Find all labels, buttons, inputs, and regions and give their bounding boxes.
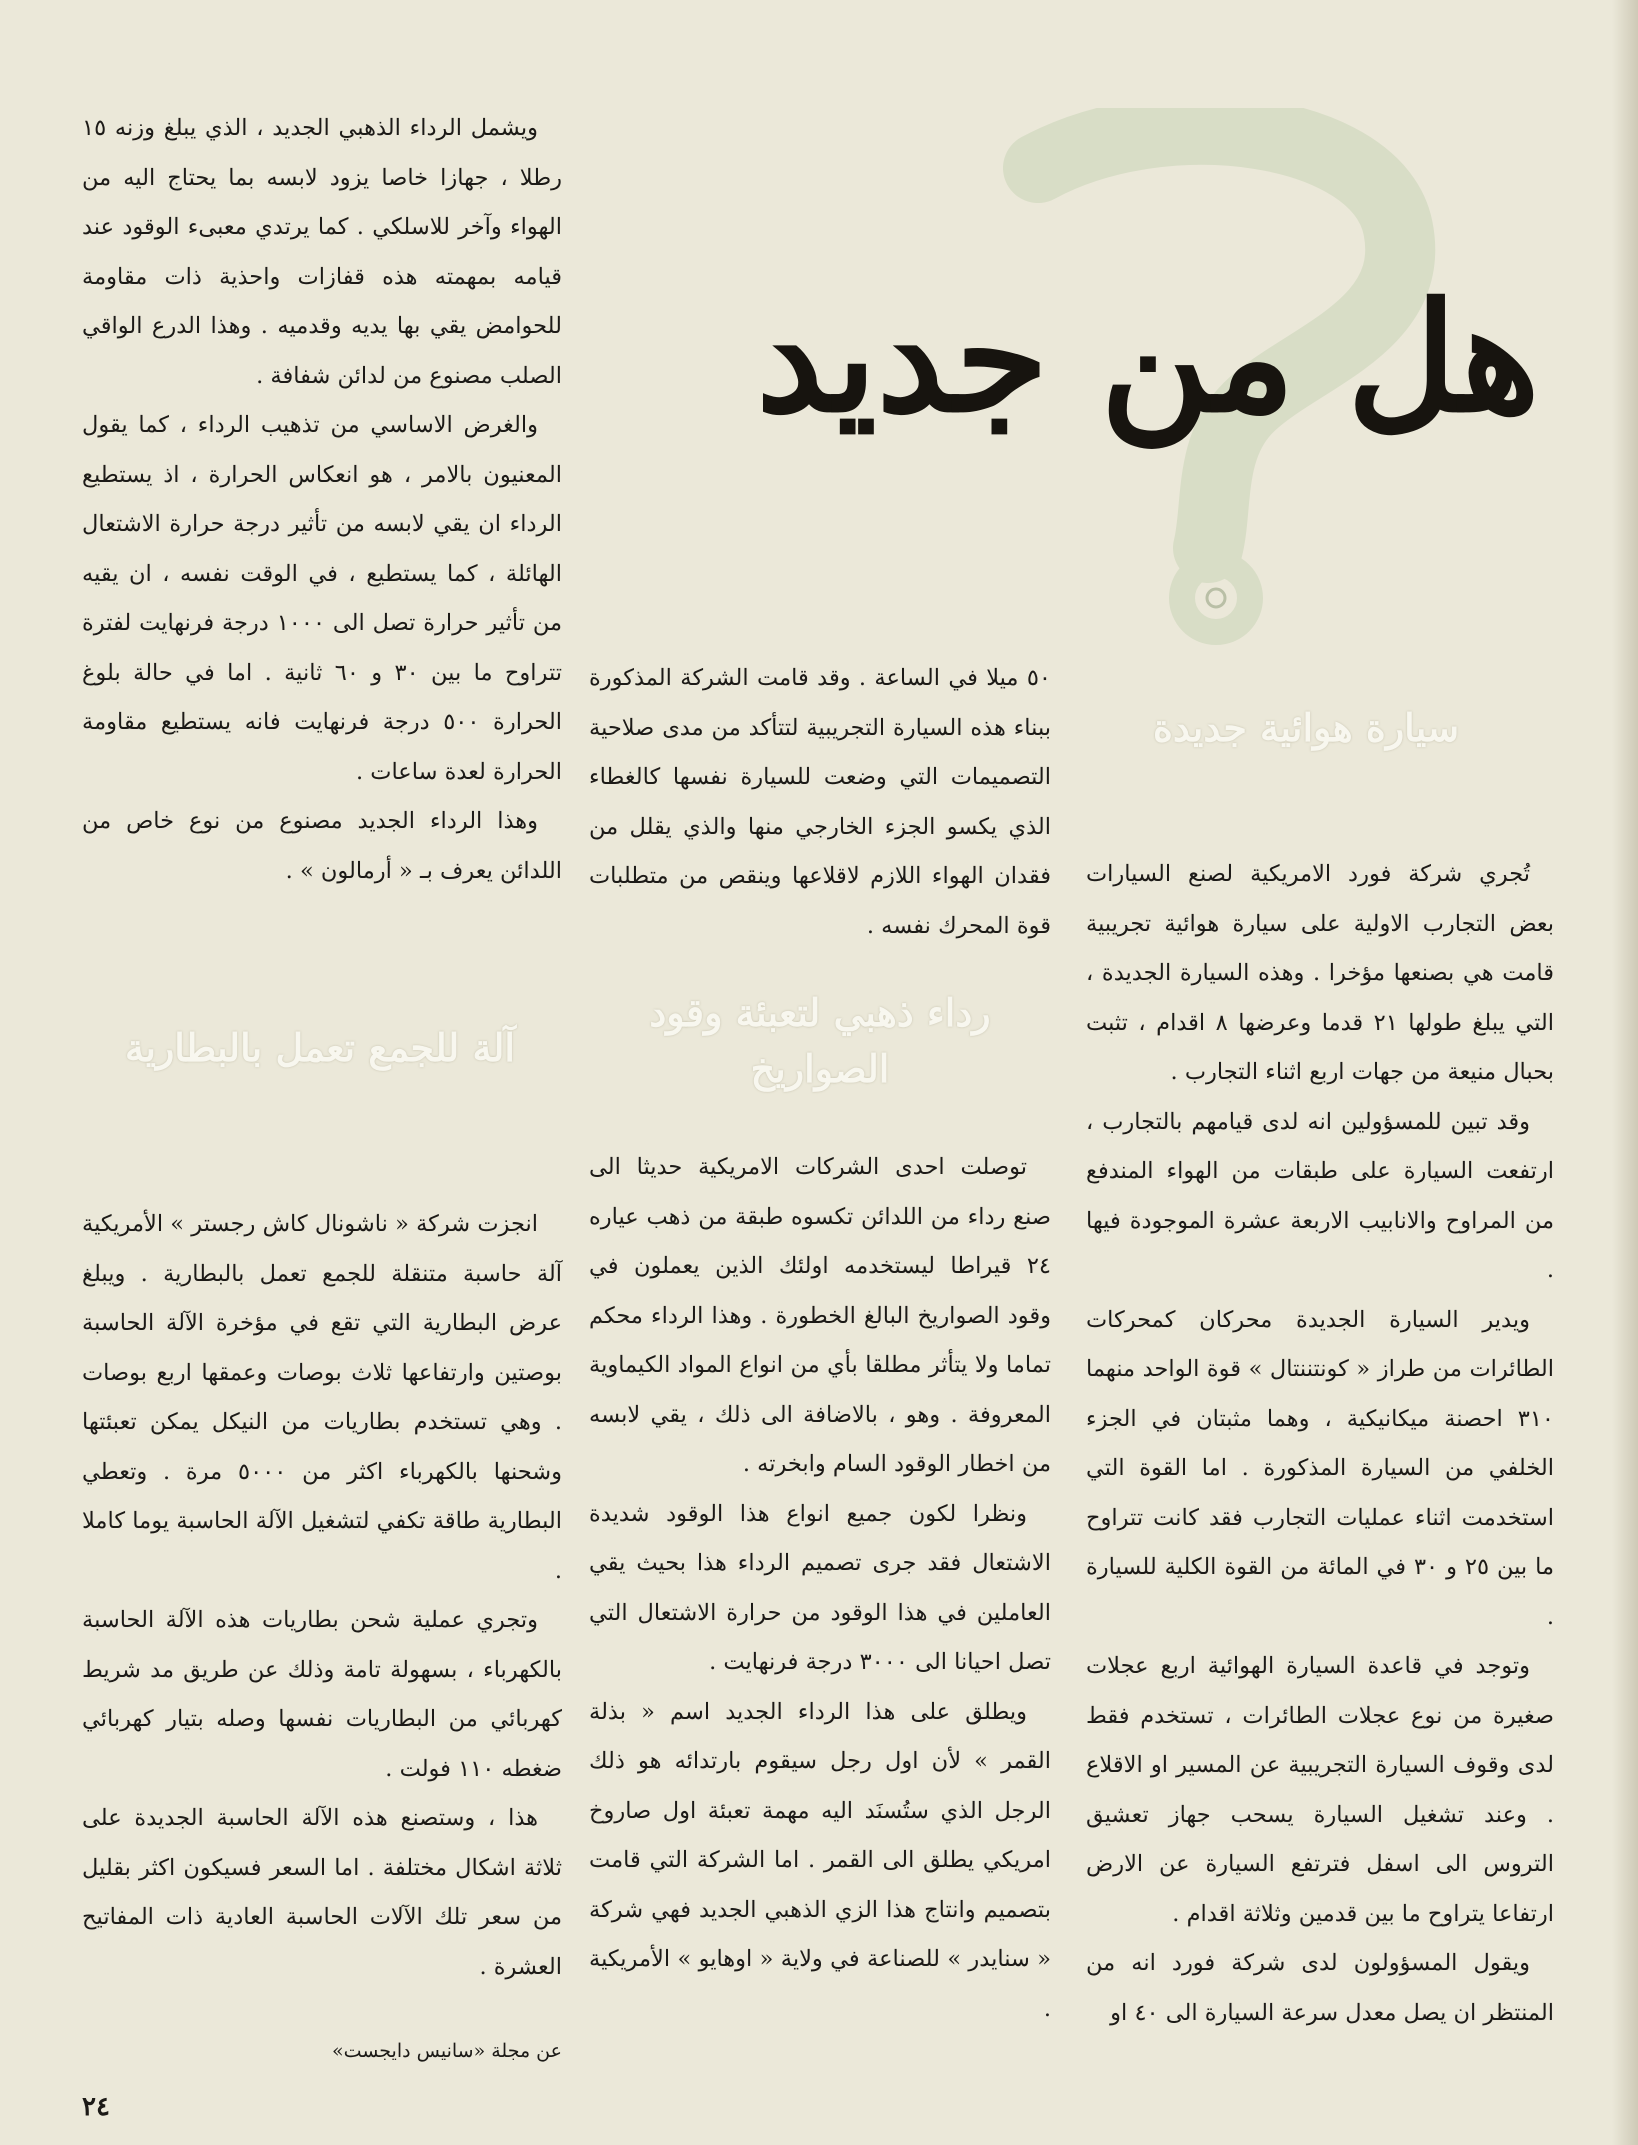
suit-continuation-paragraph: ويشمل الرداء الذهبي الجديد ، الذي يبلغ وزنه ١٥ رطلا ، جهازا خاصا يزود لابسه بما يحتاج اليه من الهواء وآخر للاسلكي . كما يرتدي معبىء الوقود عند قيامه بمهمته هذه قفازات واحذية ذات مقاومة للحوامض يقي بها يديه وقدميه . وهذا الدرع الواقي الصلب مصنوع من لدائن شفافة .	[82, 115, 562, 389]
calculator-paragraph: وتجري عملية شحن بطاريات هذه الآلة الحاسبة بالكهرباء ، بسهولة تامة وذلك عن طريق مد شريط كهربائي من البطاريات نفسها وصله بتيار كهربائي ضغطه ١١٠ فولت .	[82, 1607, 562, 1782]
suit-article-column	[589, 1143, 1051, 2034]
headline: هل من جديد	[756, 270, 1540, 446]
source-credit: عن مجلة «سانيس دايجست»	[332, 2040, 562, 2062]
suit-continuation-paragraph: والغرض الاساسي من تذهيب الرداء ، كما يقول المعنيون بالامر ، هو انعكاس الحرارة ، اذ يستطيع الرداء ان يقي لابسه من تأثير درجة حرارة الاشتعال الهائلة ، كما يستطيع ، في الوقت نفسه ، ان يقيه من تأثير حرارة تصل الى ١٠٠٠ درجة فرنهايت لفترة تتراوح ما بين ٣٠ و ٦٠ ثانية . اما في حالة بلوغ الحرارة ٥٠٠ درجة فرنهايت فانه يستطيع مقاومة الحرارة لعدة ساعات .	[82, 412, 562, 785]
ornament-dot	[1207, 589, 1225, 607]
suit-continuation-column	[82, 104, 562, 896]
car-paragraph: ويقول المسؤولون لدى شركة فورد انه من المنتظر ان يصل معدل سرعة السيارة الى ٤٠ او	[1086, 1950, 1554, 2026]
suit-continuation-paragraph: وهذا الرداء الجديد مصنوع من نوع خاص من اللدائن يعرف بـ « أرمالون » .	[82, 808, 562, 884]
calculator-paragraph: هذا ، وستصنع هذه الآلة الحاسبة الجديدة على ثلاثة اشكال مختلفة . اما السعر فسيكون اكثر بقليل من سعر تلك الآلات الحاسبة العادية ذات المفاتيح العشرة .	[82, 1805, 562, 1980]
car-section-title: سيارة هوائية جديدة	[1152, 705, 1460, 750]
suit-paragraph: توصلت احدى الشركات الامريكية حديثا الى صنع رداء من اللدائن تكسوه طبقة من ذهب عياره ٢٤ قيراطا ليستخدمه اولئك الذين يعملون في وقود الصواريخ البالغ الخطورة . وهذا الرداء محكم تماما ولا يتأثر مطلقا بأي من انواع المواد الكيماوية المعروفة . وهو ، بالاضافة الى ذلك ، يقي لابسه من اخطار الوقود السام وابخرته .	[589, 1154, 1051, 1477]
car-article-column	[1086, 850, 1554, 2038]
calculator-section-title: آلة للجمع تعمل بالبطارية	[125, 1025, 515, 1070]
suit-paragraph: ويطلق على هذا الرداء الجديد اسم « بذلة القمر » لأن اول رجل سيقوم بارتدائه هو ذلك الرجل الذي ستُسنَد اليه مهمة تعبئة اول صاروخ امريكي يطلق الى القمر . اما الشركة التي قامت بتصميم وانتاج هذا الزي الذهبي الجديد فهي شركة « سنايدر » للصناعة في ولاية « اوهايو » الأمريكية .	[589, 1698, 1051, 2022]
car-paragraph: وتوجد في قاعدة السيارة الهوائية اربع عجلات صغيرة من نوع عجلات الطائرات ، تستخدم فقط لدى وقوف السيارة التجريبية عن المسير او الاقلاع . وعند تشغيل السيارة يسحب جهاز تعشيق التروس الى اسفل فترتفع السيارة عن الارض ارتفاعا يتراوح ما بين قدمين وثلاثة اقدام .	[1086, 1653, 1554, 1927]
page-edge-shadow	[1612, 0, 1638, 2145]
calculator-article-column	[82, 1200, 562, 1992]
car-continuation-column	[589, 654, 1051, 951]
calculator-paragraph: انجزت شركة « ناشونال كاش رجستر » الأمريكية آلة حاسبة متنقلة للجمع تعمل بالبطارية . ويبلغ عرض البطارية التي تقع في مؤخرة الآلة الحاسبة بوصتين وارتفاعها ثلاث بوصات وعمقها اربع بوصات . وهي تستخدم بطاريات من النيكل يمكن تعبئتها وشحنها بالكهرباء اكثر من ٥٠٠٠ مرة . وتعطي البطارية طاقة تكفي لتشغيل الآلة الحاسبة يوما كاملا .	[82, 1211, 562, 1584]
car-paragraph: وقد تبين للمسؤولين انه لدى قيامهم بالتجارب ، ارتفعت السيارة على طبقات من الهواء المندفع من المراوح والانابيب الاربعة عشرة الموجودة فيها .	[1086, 1108, 1554, 1283]
suit-section-title: رداء ذهبي لتعبئة وقود الصواريخ	[649, 990, 991, 1091]
headline-area	[738, 108, 1558, 668]
car-paragraph: تُجري شركة فورد الامريكية لصنع السيارات بعض التجارب الاولية على سيارة هوائية تجريبية قامت هي بصنعها مؤخرا . وهذه السيارة الجديدة ، التي يبلغ طولها ٢١ قدما وعرضها ٨ اقدام ، تثبت بحبال منيعة من جهات اربع اثناء التجارب .	[1086, 861, 1554, 1085]
car-paragraph: ويدير السيارة الجديدة محركان كمحركات الطائرات من طراز « كونتننتال » قوة الواحد منهما ٣١٠ احصنة ميكانيكية ، وهما مثبتان في الجزء الخلفي من السيارة المذكورة . اما القوة التي استخدمت اثناء عمليات التجارب فقد كانت تتراوح ما بين ٢٥ و ٣٠ في المائة من القوة الكلية للسيارة .	[1086, 1306, 1554, 1630]
car-continuation-paragraph: ٥٠ ميلا في الساعة . وقد قامت الشركة المذكورة ببناء هذه السيارة التجريبية لتتأكد من مدى صلاحية التصميمات التي وضعت للسيارة نفسها كالغطاء الذي يكسو الجزء الخارجي منها والذي يقلل من فقدان الهواء اللازم لاقلاعها وينقص من متطلبات قوة المحرك نفسه .	[589, 665, 1051, 939]
page-number: ٢٤	[82, 2092, 110, 2122]
suit-paragraph: ونظرا لكون جميع انواع هذا الوقود شديدة الاشتعال فقد جرى تصميم الرداء هذا بحيث يقي العاملين في هذا الوقود من حرارة الاشتعال التي تصل احيانا الى ٣٠٠٠ درجة فرنهايت .	[589, 1500, 1051, 1675]
